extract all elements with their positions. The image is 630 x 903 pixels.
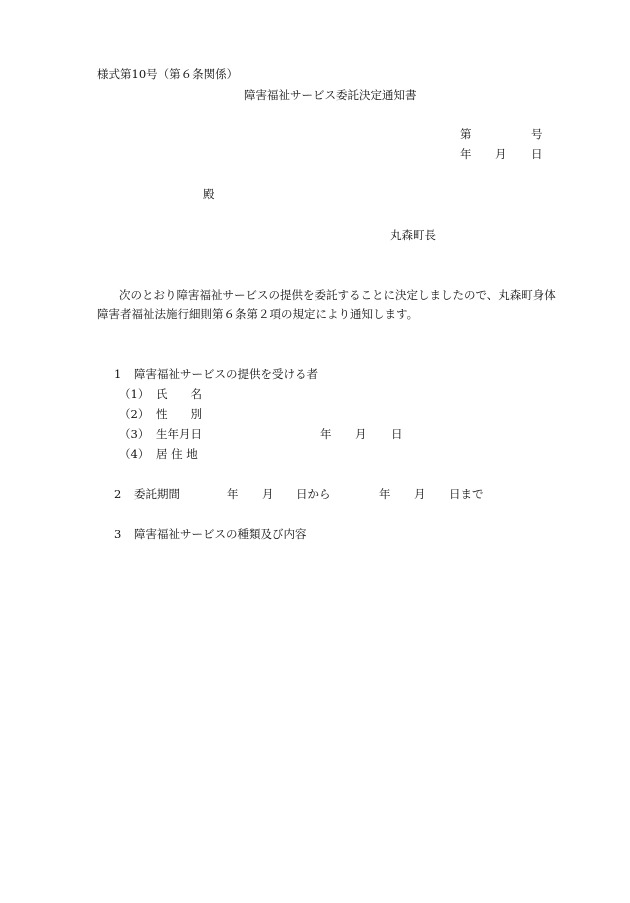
item-4-label: 居 住 地 — [156, 447, 198, 461]
document-title: 障害福祉サービス委託決定通知書 — [244, 88, 417, 102]
period-start-day: 日から — [296, 487, 331, 501]
item-2-label: 性 別 — [156, 407, 202, 421]
section-2-label: 委託期間 — [134, 487, 180, 501]
item-3-label: 生年月日 — [156, 427, 202, 441]
birthdate-month: 月 — [355, 427, 367, 441]
addressee-honorific: 殿 — [203, 187, 215, 201]
period-end-month: 月 — [414, 487, 426, 501]
form-number: 様式第10号（第６条関係） — [97, 67, 239, 81]
period-start-year: 年 — [227, 487, 239, 501]
period-end-day: 日まで — [449, 487, 484, 501]
section-1-label: 障害福祉サービスの提供を受ける者 — [134, 367, 318, 381]
doc-number-dai: 第 — [460, 127, 472, 141]
birthdate-year: 年 — [320, 427, 332, 441]
item-3-number: （3） — [119, 427, 150, 441]
item-1-label: 氏 名 — [156, 387, 202, 401]
section-3-label: 障害福祉サービスの種類及び内容 — [134, 527, 307, 541]
section-1-number: 1 — [114, 367, 122, 381]
item-4-number: （4） — [119, 447, 150, 461]
doc-number-go: 号 — [531, 127, 543, 141]
period-start-month: 月 — [262, 487, 274, 501]
period-end-year: 年 — [379, 487, 391, 501]
issuer-name: 丸森町長 — [390, 228, 436, 242]
item-1-number: （1） — [119, 387, 150, 401]
section-3-number: 3 — [114, 527, 122, 541]
body-text-line-1: 次のとおり障害福祉サービスの提供を委託することに決定しましたので、丸森町身体 — [119, 288, 556, 302]
item-2-number: （2） — [119, 407, 150, 421]
section-2-number: 2 — [114, 487, 122, 501]
date-day: 日 — [531, 147, 543, 161]
body-text-line-2: 障害者福祉法施行細則第６条第２項の規定により通知します。 — [97, 307, 419, 321]
date-month: 月 — [495, 147, 507, 161]
date-year: 年 — [460, 147, 472, 161]
birthdate-day: 日 — [391, 427, 403, 441]
